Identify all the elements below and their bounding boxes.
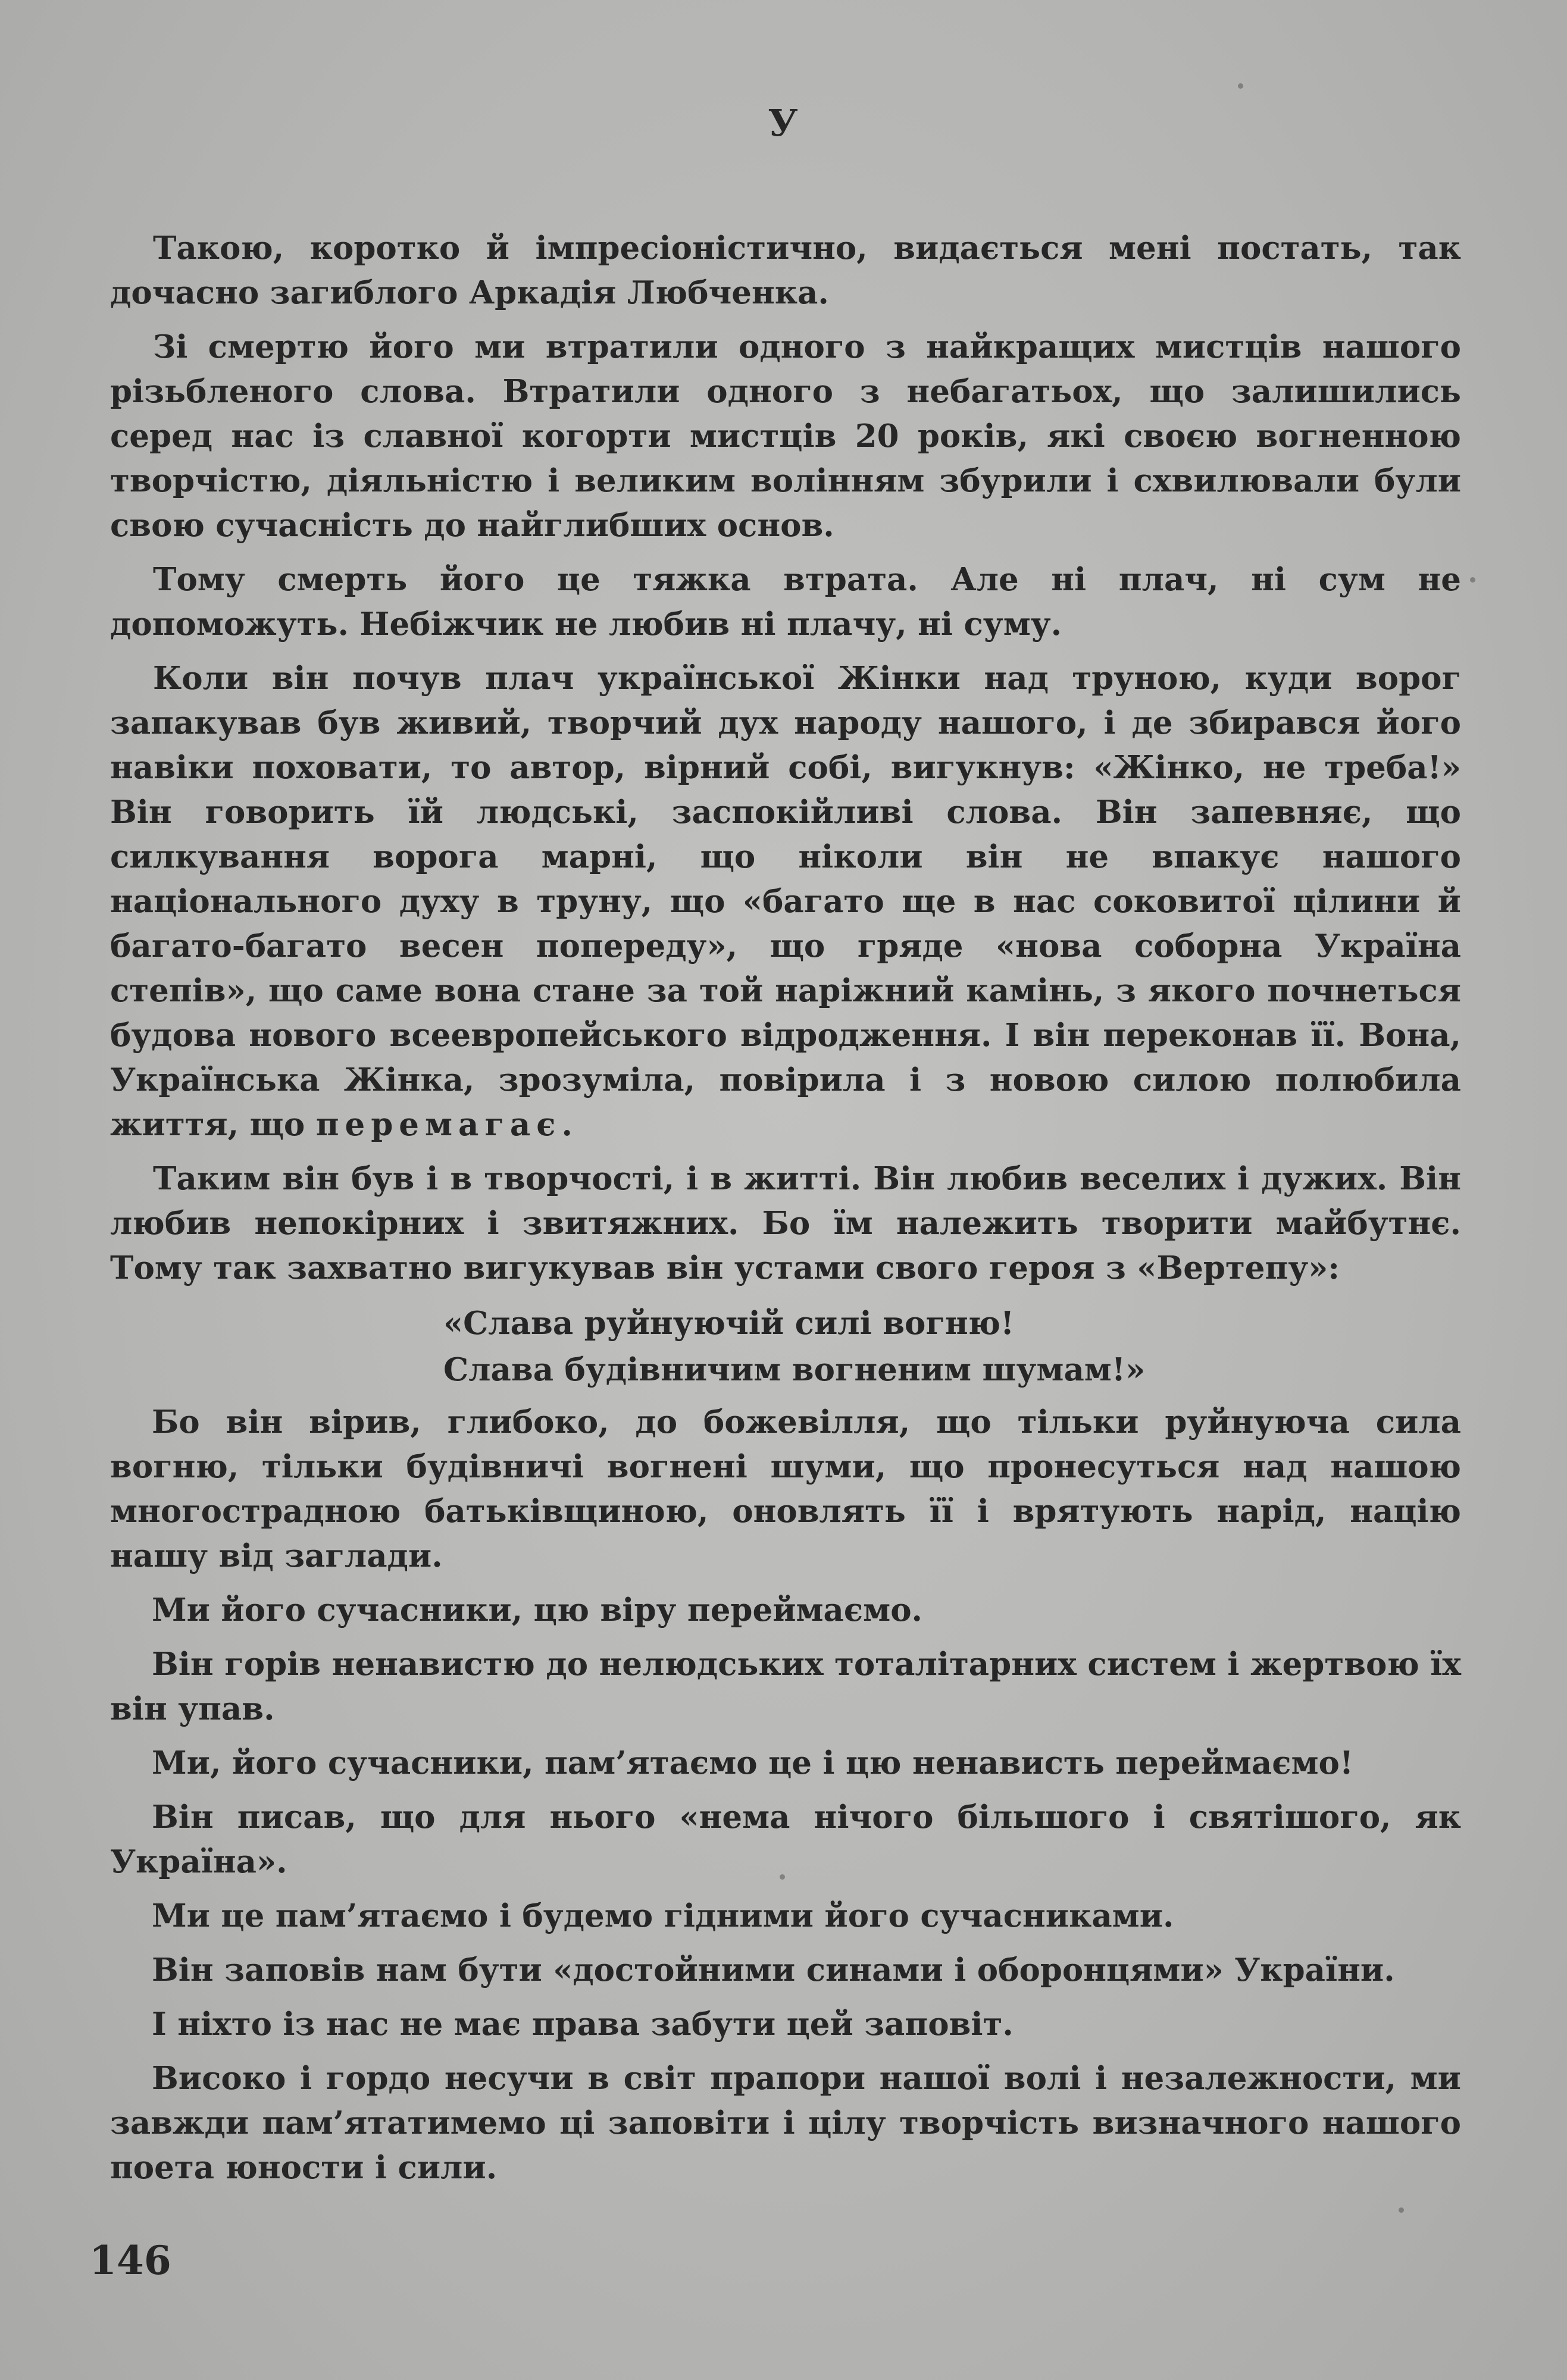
paragraph	[110, 656, 1461, 1147]
poem-quote	[110, 1300, 1461, 1393]
emphasized-word: перемагає.	[315, 1106, 578, 1143]
paragraph: Високо і гордо несучи в світ прапори нашої волі і незалежности, ми завжди пам’ятатимемо ці заповіти і цілу творчість визначного нашого поета юности і сили.	[110, 2060, 1461, 2186]
paragraph: Він писав, що для нього «нема нічого більшого і святішого, як Україна».	[110, 1799, 1461, 1880]
paragraph: Ми, його сучасники, пам’ятаємо це і цю ненависть переймаємо!	[152, 1745, 1354, 1781]
paper-speck	[1238, 83, 1243, 89]
paper-speck	[780, 1874, 785, 1880]
paragraph: Він горів ненавистю до нелюдських тоталітарних систем і жертвою їх він упав.	[110, 1646, 1461, 1727]
paragraph: Ми його сучасники, цю віру переймаємо.	[152, 1592, 923, 1629]
page-number: 146	[89, 2237, 171, 2284]
paragraph: Таким він був і в творчості, і в житті. Він любив веселих і дужих. Він любив непокірних і звитяжних. Бо їм належить творити майбутнє. Тому так захватно вигукував він устами свого героя з «Вертепу»:	[110, 1160, 1461, 1286]
paragraph: Бо він вірив, глибоко, до божевілля, що тільки руйнуюча сила вогню, тільки будівничі вогнені шуми, що пронесуться над нашою многострадною батьківщиною, оновлять її і врятують нарід, націю нашу від заглади.	[110, 1404, 1461, 1574]
paragraph: Такою, коротко й імпресіоністично, видається мені постать, так дочасно загиблого Аркадія Любченка.	[110, 230, 1461, 311]
paragraph-text: Коли він почув плач української Жінки над труною, куди ворог запакував був живий, творчий дух народу нашого, і де збирався його навіки поховати, то автор, вірний собі, вигукнув: «Жінко, не треба!» Він говорить їй людські, заспокійливі слова. Він запевняє, що силкування ворога марні, що ніколи він не впакує нашого національного духу в труну, що «багато ще в нас соковитої цілини й багато-багато весен попереду», що гряде «нова соборна Україна степів», що саме вона стане за той наріжний камінь, з якого почнеться будова нового всеевропейського відродження. І він переконав її. Вона, Українська Жінка, зрозуміла, повірила і з новою силою полюбила життя, що	[110, 660, 1461, 1143]
paragraph: І ніхто із нас не має права забути цей заповіт.	[152, 2006, 1014, 2043]
quote-line: Слава будівничим вогненим шумам!»	[443, 1351, 1146, 1388]
paper-speck	[1470, 577, 1475, 583]
paragraph: Тому смерть його це тяжка втрата. Але ні плач, ні сум не допоможуть. Небіжчик не любив ні плачу, ні суму.	[110, 561, 1461, 643]
paragraph: Ми це пам’ятаємо і будемо гідними його сучасниками.	[152, 1897, 1174, 1934]
section-mark: У	[768, 101, 799, 145]
paragraph: Зі смертю його ми втратили одного з найкращих мистців нашого різьбленого слова. Втратили одного з небагатьох, що залишились серед нас із славної когорти мистців 20 років, які своєю вогненною творчістю, діяльністю і великим волінням збурили і схвилювали були свою сучасність до найглибших основ.	[110, 328, 1461, 544]
quote-line: «Слава руйнуючій силі вогню!	[443, 1305, 1015, 1342]
paper-speck	[1399, 2207, 1404, 2213]
paragraph: Він заповів нам бути «достойними синами і оборонцями» України.	[152, 1952, 1395, 1988]
body-text	[110, 226, 1461, 2200]
